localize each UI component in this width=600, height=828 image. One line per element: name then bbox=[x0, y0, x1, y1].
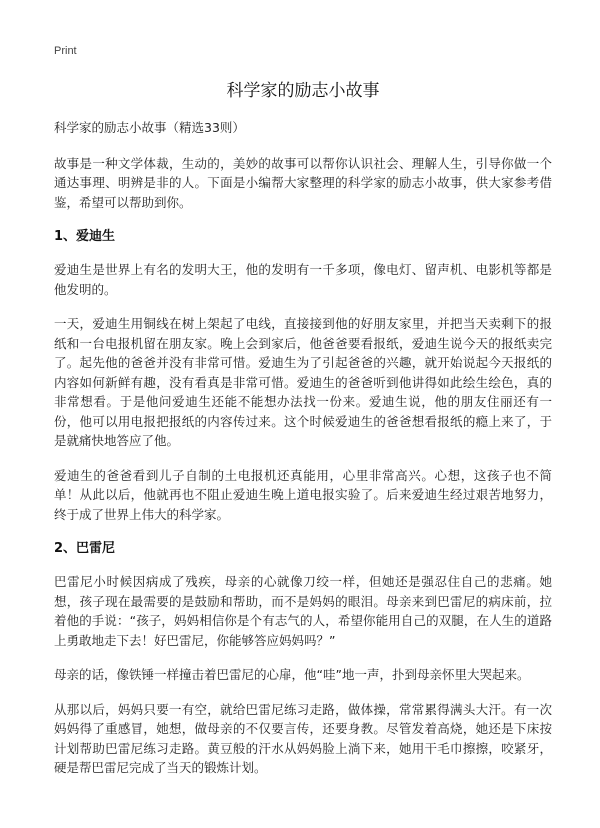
document-title: 科学家的励志小故事 bbox=[226, 81, 380, 101]
section-heading-edison: 1、爱迪生 bbox=[54, 229, 116, 244]
intro-paragraph: 故事是一种文学体裁，生动的，美妙的故事可以帮你认识社会、理解人生，引导你做一个通达事理、明辨是非的人。下面是小编帮大家整理的科学家的励志小故事，供大家参考借鉴，希望可以帮助到你。 bbox=[54, 155, 552, 210]
print-link[interactable]: Print bbox=[54, 45, 77, 57]
document-subtitle: 科学家的励志小故事（精选33则） bbox=[54, 120, 245, 135]
section-heading-barany: 2、巴雷尼 bbox=[54, 541, 116, 556]
edison-paragraph-3: 爱迪生的爸爸看到儿子自制的土电报机还真能用，心里非常高兴。心想，这孩子也不简单！从此以后，他就再也不阻止爱迪生晚上道电报实验了。后来爱迪生经过艰苦地努力，终于成了世界上伟大的科学家。 bbox=[54, 467, 552, 522]
edison-paragraph-1: 爱迪生是世界上有名的发明大王，他的发明有一千多项，像电灯、留声机、电影机等都是他发明的。 bbox=[54, 262, 552, 297]
barany-paragraph-2: 母亲的话，像铁锤一样撞击着巴雷尼的心扉，他“哇”地一声，扑到母亲怀里大哭起来。 bbox=[54, 667, 530, 682]
barany-paragraph-3: 从那以后，妈妈只要一有空，就给巴雷尼练习走路，做体操，常常累得满头大汗。有一次妈妈得了重感冒，她想，做母亲的不仅要言传，还要身教。尽管发着高烧，她还是下床按计划帮助巴雷尼练习走路。黄豆般的汗水从妈妈脸上淌下来，她用干毛巾擦擦，咬紧牙，硬是帮巴雷尼完成了当天的锻炼计划。 bbox=[54, 701, 552, 775]
barany-paragraph-1: 巴雷尼小时候因病成了残疾，母亲的心就像刀绞一样，但她还是强忍住自己的悲痛。她想，孩子现在最需要的是鼓励和帮助，而不是妈妈的眼泪。母亲来到巴雷尼的病床前，拉着他的手说：“孩子，妈妈相信你是个有志气的人，希望你能用自己的双腿，在人生的道路上勇敢地走下去！好巴雷尼，你能够答应妈妈吗？” bbox=[54, 574, 552, 648]
edison-paragraph-2: 一天，爱迪生用铜线在树上架起了电线，直接接到他的好朋友家里，并把当天卖剩下的报纸和一台电报机留在朋友家。晚上会到家后，他爸爸要看报纸，爱迪生说今天的报纸卖完了。起先他的爸爸并没有非常可惜。爱迪生为了引起爸爸的兴趣，就开始说起今天报纸的内容如何新鲜有趣，没有看真是非常可惜。爱迪生的爸爸听到他讲得如此绘生绘色，真的非常想看。于是他问爱迪生还能不能想办法找一份来。爱迪生说，他的朋友住丽还有一份，他可以用电报把报纸的内容传过来。这个时候爱迪生的爸爸想看报纸的瘾上来了，于是就痛快地答应了他。 bbox=[54, 316, 552, 448]
